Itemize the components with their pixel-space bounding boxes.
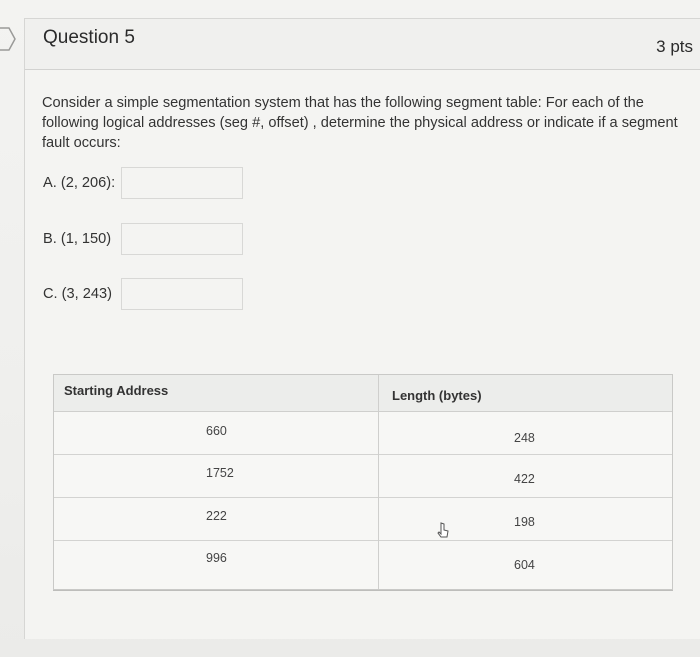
answer-input-b[interactable] [121, 223, 243, 255]
mouse-pointer-icon [437, 522, 451, 540]
table-cell-length: 422 [514, 472, 535, 486]
answer-row-a [43, 167, 283, 203]
table-cell-start: 660 [206, 424, 227, 438]
table-row [54, 455, 672, 498]
table-header-row [54, 375, 672, 412]
question-card [24, 18, 700, 639]
question-title: Question 5 [43, 27, 135, 48]
table-row [54, 541, 672, 583]
answer-row-b [43, 223, 283, 259]
table-column-divider [378, 375, 379, 589]
question-header [25, 19, 700, 70]
table-cell-length: 604 [514, 558, 535, 572]
table-header-starting-address: Starting Address [64, 383, 169, 398]
segment-table [53, 374, 673, 590]
table-cell-length: 198 [514, 515, 535, 529]
question-points: 3 pts [656, 37, 693, 56]
answer-row-c [43, 278, 283, 314]
table-row [54, 412, 672, 455]
table-cell-length: 248 [514, 431, 535, 445]
question-text: Consider a simple segmentation system that has the following segment table: For each of the following logical addresses (seg #, offset) , determine the physical address or indicate if a segment fault occurs: [42, 95, 678, 151]
table-row [54, 498, 672, 541]
answer-input-c[interactable] [121, 278, 243, 310]
table-cell-start: 996 [206, 551, 227, 565]
answer-label-b: B. (1, 150) [43, 231, 112, 247]
question-flag-icon[interactable] [0, 26, 16, 52]
table-header-length: Length (bytes) [392, 388, 482, 403]
table-cell-start: 222 [206, 509, 227, 523]
answer-label-a: A. (2, 206): [43, 175, 116, 191]
answer-input-a[interactable] [121, 167, 243, 199]
table-cell-start: 1752 [206, 466, 234, 480]
answer-label-c: C. (3, 243) [43, 286, 112, 302]
